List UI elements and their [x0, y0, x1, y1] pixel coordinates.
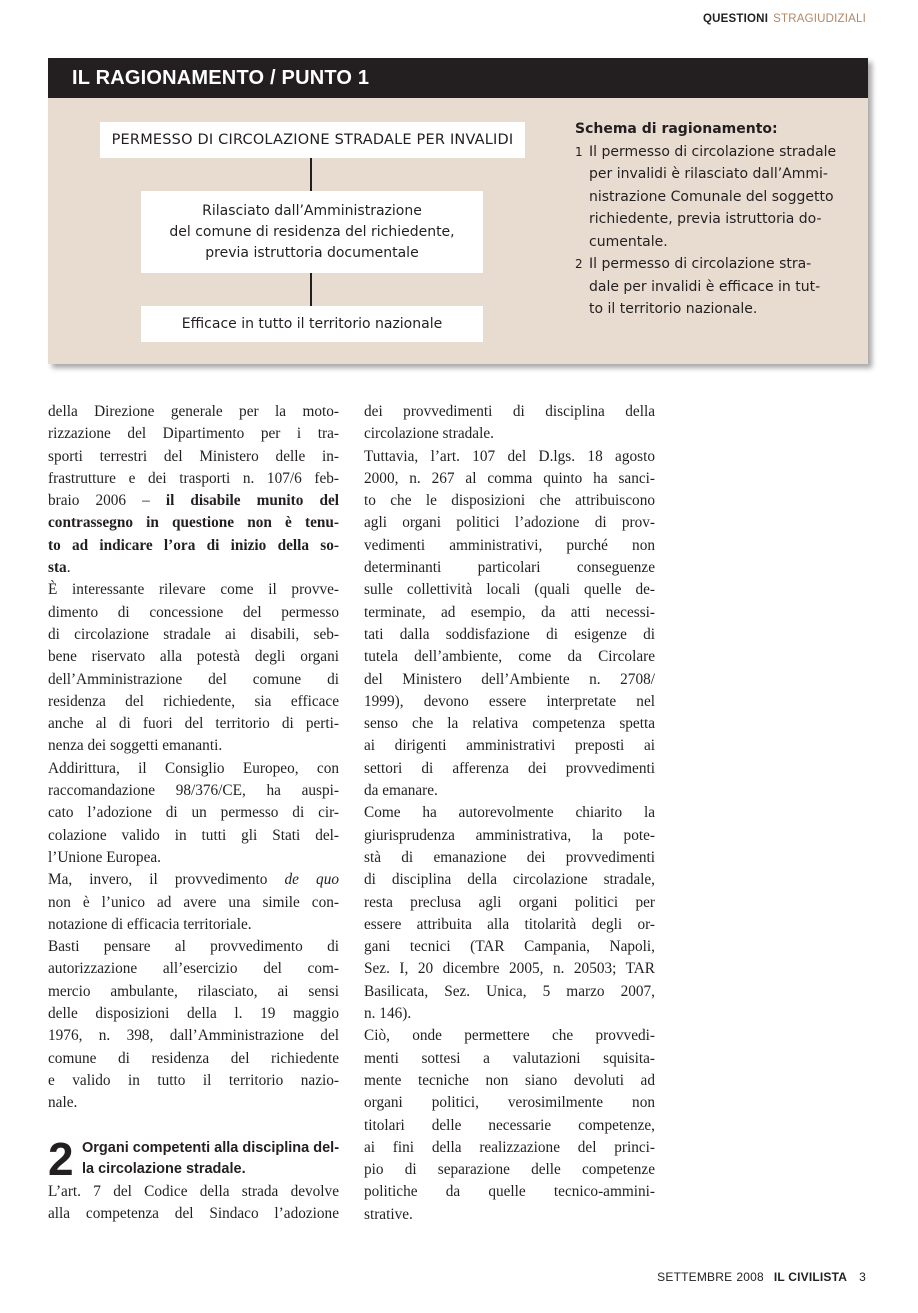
section-title-line: la circolazione stradale. [82, 1161, 246, 1177]
text-line: non è l’unico ad avere una simile con- [48, 893, 339, 911]
text-line: rizzazione del Dipartimento per i tra- [48, 425, 339, 443]
emphasis: to ad indicare l’ora di inizio della so- [48, 536, 339, 554]
text-line: L’art. 7 del Codice della strada devolve [48, 1183, 339, 1200]
text-line: circolazione stradale. [364, 425, 494, 443]
left-column [48, 401, 339, 1115]
text-line: dimento di concessione del permesso [48, 603, 339, 621]
text-line: 2000, n. 267 al comma quinto ha sanci- [364, 469, 655, 487]
text-line: comune di residenza del richiedente [48, 1049, 339, 1067]
text-line: strative. [364, 1205, 413, 1223]
emphasis: contrassegno in questione non è tenu- [48, 514, 339, 532]
schema-item [575, 141, 847, 254]
section-2-heading [48, 1133, 340, 1185]
text-line: ai fini della realizzazione del princi- [364, 1138, 655, 1156]
text-line [48, 490, 339, 512]
section-number: 2 [48, 1133, 74, 1185]
flow-connector [310, 273, 312, 306]
page-number: 3 [859, 1270, 866, 1284]
text-line: anche al di fuori del territorio di perti- [48, 715, 339, 733]
text-line: dei provvedimenti di disciplina della [364, 403, 655, 420]
text-line: pio di separazione delle competenze [364, 1161, 655, 1179]
reasoning-schema [575, 118, 847, 321]
text-line: bene riservato alla potestà degli organi [48, 648, 339, 666]
text-line: delle disposizioni della l. 19 maggio [48, 1005, 339, 1023]
page-footer [657, 1270, 866, 1284]
section-title-line: Organi competenti alla disciplina del- [82, 1140, 340, 1156]
text-line: di circolazione stradale ai disabili, seb- [48, 625, 339, 643]
text-line: Addirittura, il Consiglio Europeo, con [48, 759, 339, 777]
schema-item-line: to il territorio nazionale. [589, 301, 758, 317]
latin-term: de quo [284, 871, 339, 889]
text-line: alla competenza del Sindaco l’adozione [48, 1205, 339, 1223]
flow-box-line: previa istruttoria documentale [205, 245, 419, 261]
text-line: Basti pensare al provvedimento di [48, 938, 339, 956]
schema-item-line: dale per invalidi è efficace in tut- [589, 278, 821, 295]
schema-item-line: cumentale. [589, 233, 668, 250]
running-head-section: QUESTIONI [703, 13, 769, 25]
schema-item-number: 2 [575, 257, 583, 271]
text-run: braio 2006 – [48, 492, 166, 510]
text-line: politiche da quelle tecnico-ammini- [364, 1183, 655, 1201]
text-line [48, 512, 339, 534]
text-line: e valido in tutto il territorio nazio- [48, 1071, 339, 1089]
text-line: nenza dei soggetti emananti. [48, 737, 223, 755]
text-line: senso che la relativa competenza spetta [364, 715, 655, 733]
text-line: cato l’adozione di un permesso di cir- [48, 804, 339, 822]
text-line: colazione valido in tutti gli Stati del- [48, 826, 339, 844]
text-line: gani tecnici (TAR Campania, Napoli, [364, 938, 655, 956]
schema-item-line: Il permesso di circolazione stra- [589, 256, 812, 272]
flow-box-line: Rilasciato dall’Amministrazione [202, 203, 422, 219]
schema-item [575, 253, 847, 321]
text-line: di disciplina della circolazione stradale, [364, 871, 655, 889]
text-line: terminate, ad esempio, da atti necessi- [364, 603, 655, 621]
schema-item-line: per invalidi è rilasciato dall’Ammi- [589, 166, 828, 182]
text-line: della Direzione generale per la moto- [48, 403, 339, 420]
text-line: autorizzazione all’esercizio del com- [48, 960, 339, 978]
text-line [48, 557, 339, 579]
text-line: raccomandazione 98/376/CE, ha auspi- [48, 782, 339, 800]
flow-box-issued [141, 191, 483, 273]
flow-box-line: del comune di residenza del richiedente, [169, 224, 455, 240]
text-line: sulle collettività locali (quali quelle de- [364, 581, 655, 599]
text-line: ai dirigenti amministrativi preposti ai [364, 737, 655, 755]
text-line: titolari delle necessarie competenze, [364, 1116, 655, 1134]
text-line: determinanti particolari conseguenze [364, 559, 655, 577]
schema-item-number: 1 [575, 144, 583, 159]
schema-title: Schema di ragionamento: [575, 121, 778, 137]
footer-month: SETTEMBRE [657, 1270, 733, 1284]
schema-item-line: nistrazione Comunale del soggetto [589, 188, 834, 205]
reasoning-box [48, 58, 868, 364]
text-line: mente tecniche non siano devoluti ad [364, 1071, 655, 1089]
text-line: da emanare. [364, 782, 438, 800]
text-line: Tuttavia, l’art. 107 del D.lgs. 18 agosto [364, 447, 655, 465]
running-head-subsection: STRAGIUDIZIALI [773, 13, 866, 25]
footer-magazine: IL CIVILISTA [773, 1270, 848, 1284]
text-run: Ma, invero, il provvedimento [48, 871, 285, 889]
text-line: mercio ambulante, rilasciato, ai sensi [48, 982, 339, 1000]
text-line: nale. [48, 1094, 78, 1112]
flow-connector [310, 158, 312, 191]
text-line: n. 146). [364, 1005, 412, 1023]
text-line: dell’Amministrazione del comune di [48, 670, 339, 688]
schema-item-line: richiedente, previa istruttoria do- [589, 211, 822, 227]
text-line: agli organi politici l’adozione di prov- [364, 514, 655, 532]
running-head [703, 13, 866, 25]
text-line: stà di emanazione dei provvedimenti [364, 848, 655, 866]
reasoning-box-header: IL RAGIONAMENTO / PUNTO 1 [48, 58, 868, 98]
text-line: settori di afferenza dei provvedimenti [364, 759, 655, 777]
section-title [82, 1138, 342, 1180]
text-line [48, 535, 339, 557]
text-line: È interessante rilevare come il provve- [48, 581, 339, 599]
text-line: 1976, n. 398, dall’Amministrazione del [48, 1027, 339, 1045]
text-line: tati dalla soddisfazione di esigenze di [364, 625, 655, 643]
text-line: Sez. I, 20 dicembre 2005, n. 20503; TAR [364, 960, 655, 978]
text-line: vedimenti amministrativi, purché non [364, 536, 655, 554]
text-line: frastrutture e dei trasporti n. 107/6 feb- [48, 469, 339, 487]
text-line: Basilicata, Sez. Unica, 5 marzo 2007, [364, 982, 655, 1000]
text-line: resta preclusa agli organi politici per [364, 893, 655, 911]
text-line: giurisprudenza amministrativa, la pote- [364, 826, 655, 844]
text-line: residenza del richiedente, sia efficace [48, 692, 339, 710]
text-line: Ciò, onde permettere che provvedi- [364, 1027, 655, 1045]
text-line: sporti terrestri del Ministero delle in- [48, 447, 339, 465]
text-line: essere attribuita alla titolarità degli or- [364, 915, 655, 933]
text-line: tutela dell’ambiente, come da Circolare [364, 648, 655, 666]
text-line [48, 869, 339, 891]
text-line: menti sottesi a valutazioni squisita- [364, 1049, 655, 1067]
emphasis: il disabile munito del [165, 492, 339, 510]
schema-item-line: Il permesso di circolazione stradale [589, 143, 837, 160]
text-line: organi politici, verosimilmente non [364, 1094, 655, 1112]
right-column [364, 401, 655, 1226]
footer-year: 2008 [736, 1270, 764, 1284]
flow-box-permit: PERMESSO DI CIRCOLAZIONE STRADALE PER INVALIDI [100, 122, 525, 158]
text-line: 1999), devono essere interpretate nel [364, 692, 655, 710]
text-run: . [66, 559, 71, 577]
section-2-body [48, 1181, 339, 1226]
text-line: to che le disposizioni che attribuiscono [364, 492, 655, 510]
text-line: Come ha autorevolmente chiarito la [364, 804, 655, 822]
text-line: del Ministero dell’Ambiente n. 2708/ [364, 670, 655, 688]
text-line: l’Unione Europea. [48, 848, 161, 866]
flow-box-effective: Efficace in tutto il territorio nazionale [141, 306, 483, 342]
text-line: notazione di efficacia territoriale. [48, 915, 252, 933]
emphasis: sta [48, 559, 67, 577]
